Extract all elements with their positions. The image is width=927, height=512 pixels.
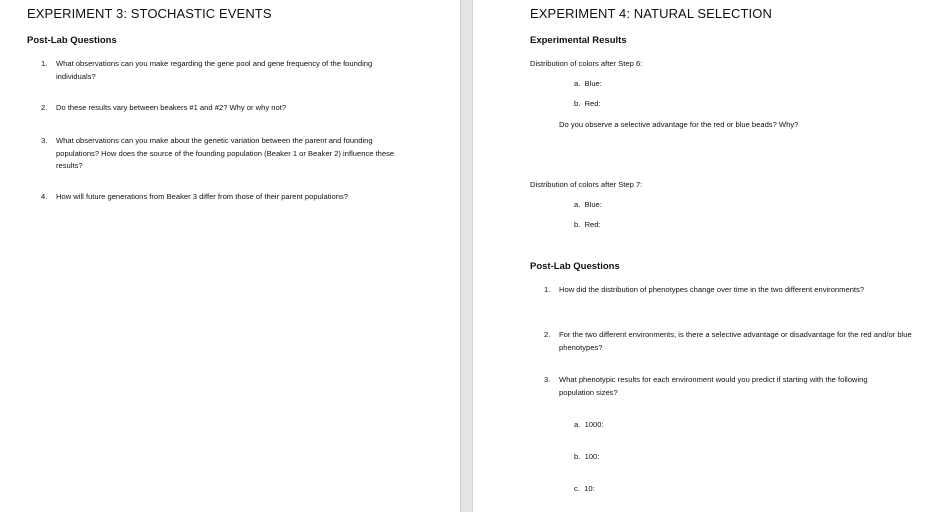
item-text: Blue: [584,79,602,88]
left-postlab-heading: Post-Lab Questions [27,35,117,46]
question-number: 1. [544,285,551,294]
item-text: Red: [584,99,601,108]
item-letter: b. [574,220,581,229]
page-divider [460,0,473,512]
item-text: 10: [584,484,595,493]
left-question-1 [41,58,411,83]
question-number: 1. [41,59,48,68]
step7-item-blue [574,200,602,209]
question-text: Do these results vary between beakers #1 and #2? Why or why not? [56,103,287,112]
experiment-3-title: EXPERIMENT 3: STOCHASTIC EVENTS [27,6,272,21]
population-size-10 [574,484,595,493]
population-size-1000 [574,420,604,429]
question-number: 4. [41,192,48,201]
question-text: For the two different environments, is there a selective advantage or disadvantage for the red and/or blue phenotypes? [559,330,912,352]
question-text: How did the distribution of phenotypes change over time in the two different environments? [559,285,865,294]
experimental-results-heading: Experimental Results [530,35,627,46]
question-text: What phenotypic results for each environment would you predict if starting with the following population sizes? [559,375,868,397]
right-postlab-heading: Post-Lab Questions [530,261,620,272]
right-page [473,0,927,512]
question-text: What observations can you make regarding the gene pool and gene frequency of the founding individuals? [56,59,373,81]
item-text: 1000: [584,420,604,429]
question-number: 3. [544,375,551,384]
item-letter: c. [574,484,580,493]
selective-advantage-question: Do you observe a selective advantage for the red or blue beads? Why? [559,120,799,129]
question-number: 2. [544,330,551,339]
left-question-2 [41,102,411,115]
experiment-4-title: EXPERIMENT 4: NATURAL SELECTION [530,6,772,21]
left-question-4 [41,191,431,204]
left-page [0,0,460,512]
population-size-100 [574,452,599,461]
item-text: Blue: [584,200,602,209]
step6-label: Distribution of colors after Step 6: [530,59,643,68]
item-letter: a. [574,200,581,209]
right-question-2 [544,329,914,354]
step6-item-red [574,99,601,108]
question-text: What observations can you make about the genetic variation between the parent and founding populations? How does the source of the founding population (Beaker 1 or Beaker 2) influence these results? [56,136,395,170]
right-question-3 [544,374,904,399]
question-number: 3. [41,136,48,145]
item-letter: b. [574,452,581,461]
item-text: 100: [584,452,600,461]
item-letter: b. [574,99,581,108]
left-question-3 [41,135,411,173]
item-letter: a. [574,79,581,88]
step7-item-red [574,220,601,229]
question-number: 2. [41,103,48,112]
item-text: Red: [584,220,601,229]
step7-label: Distribution of colors after Step 7: [530,180,643,189]
item-letter: a. [574,420,581,429]
step6-item-blue [574,79,602,88]
right-question-1 [544,284,874,297]
question-text: How will future generations from Beaker 3 differ from those of their parent populations? [56,192,348,201]
